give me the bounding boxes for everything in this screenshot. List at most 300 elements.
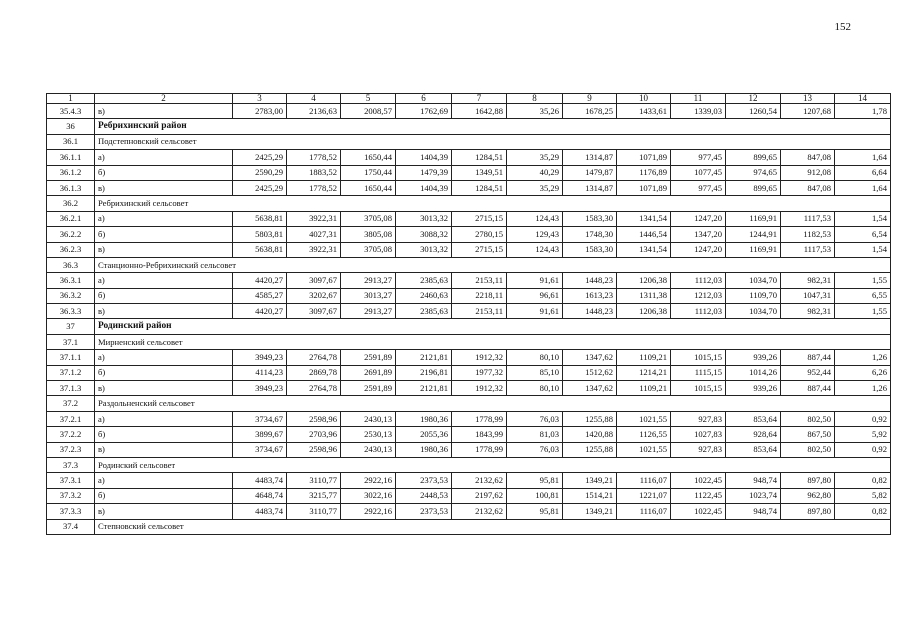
row-variant: в) bbox=[95, 504, 233, 519]
row-value: 1,26 bbox=[835, 381, 891, 396]
row-value: 1244,91 bbox=[726, 227, 781, 242]
row-value: 4420,27 bbox=[233, 273, 287, 288]
row-value: 1762,69 bbox=[396, 104, 452, 119]
row-value: 1314,87 bbox=[563, 180, 617, 195]
table-row bbox=[47, 411, 891, 426]
table-row bbox=[47, 288, 891, 303]
row-value: 2764,78 bbox=[287, 350, 341, 365]
table-row bbox=[47, 350, 891, 365]
row-value: 1014,26 bbox=[726, 365, 781, 380]
row-value: 2780,15 bbox=[452, 227, 507, 242]
row-value: 3734,67 bbox=[233, 442, 287, 457]
row-value: 1126,55 bbox=[617, 427, 671, 442]
row-value: 0,92 bbox=[835, 411, 891, 426]
row-id: 37.3.1 bbox=[47, 473, 95, 488]
row-value: 81,03 bbox=[507, 427, 563, 442]
row-value: 1169,91 bbox=[726, 242, 781, 257]
row-value: 1247,20 bbox=[671, 211, 726, 226]
row-value: 1583,30 bbox=[563, 242, 617, 257]
council-row bbox=[47, 396, 891, 411]
row-value: 95,81 bbox=[507, 473, 563, 488]
row-id: 36.1.3 bbox=[47, 180, 95, 195]
row-id: 36.2.1 bbox=[47, 211, 95, 226]
row-value: 91,61 bbox=[507, 273, 563, 288]
row-value: 1212,03 bbox=[671, 288, 726, 303]
row-variant: б) bbox=[95, 427, 233, 442]
row-value: 1255,88 bbox=[563, 411, 617, 426]
row-value: 5638,81 bbox=[233, 211, 287, 226]
row-value: 2913,27 bbox=[341, 273, 396, 288]
row-variant: в) bbox=[95, 242, 233, 257]
row-value: 2136,63 bbox=[287, 104, 341, 119]
row-value: 1,55 bbox=[835, 273, 891, 288]
table-row bbox=[47, 104, 891, 119]
row-value: 887,44 bbox=[781, 381, 835, 396]
row-value: 1015,15 bbox=[671, 381, 726, 396]
column-number: 7 bbox=[452, 94, 507, 104]
row-value: 1022,45 bbox=[671, 473, 726, 488]
row-value: 2055,36 bbox=[396, 427, 452, 442]
row-value: 974,65 bbox=[726, 165, 781, 180]
row-value: 899,65 bbox=[726, 150, 781, 165]
column-number: 13 bbox=[781, 94, 835, 104]
row-value: 6,64 bbox=[835, 165, 891, 180]
row-id: 36.1 bbox=[47, 134, 95, 149]
row-value: 2703,96 bbox=[287, 427, 341, 442]
row-value: 1260,54 bbox=[726, 104, 781, 119]
row-value: 1255,88 bbox=[563, 442, 617, 457]
row-value: 2121,81 bbox=[396, 381, 452, 396]
row-value: 80,10 bbox=[507, 381, 563, 396]
row-id: 36.2.2 bbox=[47, 227, 95, 242]
row-variant: а) bbox=[95, 411, 233, 426]
row-value: 1314,87 bbox=[563, 150, 617, 165]
row-value: 912,08 bbox=[781, 165, 835, 180]
row-value: 1214,21 bbox=[617, 365, 671, 380]
council-row bbox=[47, 196, 891, 211]
row-value: 1021,55 bbox=[617, 442, 671, 457]
row-id: 37.1.1 bbox=[47, 350, 95, 365]
row-value: 887,44 bbox=[781, 350, 835, 365]
row-value: 1349,21 bbox=[563, 504, 617, 519]
row-id: 36.3.3 bbox=[47, 304, 95, 319]
row-value: 1,64 bbox=[835, 180, 891, 195]
row-id: 37.2.3 bbox=[47, 442, 95, 457]
row-value: 1912,32 bbox=[452, 381, 507, 396]
row-value: 3949,23 bbox=[233, 350, 287, 365]
row-value: 2132,62 bbox=[452, 504, 507, 519]
row-value: 1433,61 bbox=[617, 104, 671, 119]
row-value: 4648,74 bbox=[233, 488, 287, 503]
row-id: 37.2.1 bbox=[47, 411, 95, 426]
row-value: 1980,36 bbox=[396, 411, 452, 426]
row-id: 37.4 bbox=[47, 519, 95, 534]
column-number: 12 bbox=[726, 94, 781, 104]
page-number: 152 bbox=[834, 21, 851, 33]
row-value: 1077,45 bbox=[671, 165, 726, 180]
row-value: 853,64 bbox=[726, 411, 781, 426]
row-variant: в) bbox=[95, 304, 233, 319]
council-row bbox=[47, 519, 891, 534]
row-value: 1112,03 bbox=[671, 273, 726, 288]
row-value: 35,29 bbox=[507, 180, 563, 195]
row-value: 2913,27 bbox=[341, 304, 396, 319]
row-value: 1514,21 bbox=[563, 488, 617, 503]
row-value: 1479,39 bbox=[396, 165, 452, 180]
row-value: 962,80 bbox=[781, 488, 835, 503]
row-value: 2425,29 bbox=[233, 180, 287, 195]
council-title: Степновский сельсовет bbox=[95, 519, 891, 534]
table-row bbox=[47, 273, 891, 288]
row-value: 1,26 bbox=[835, 350, 891, 365]
row-value: 2121,81 bbox=[396, 350, 452, 365]
row-id: 37.1.3 bbox=[47, 381, 95, 396]
row-value: 2764,78 bbox=[287, 381, 341, 396]
row-value: 3013,32 bbox=[396, 211, 452, 226]
table-row bbox=[47, 442, 891, 457]
row-id: 37.2.2 bbox=[47, 427, 95, 442]
row-value: 1349,51 bbox=[452, 165, 507, 180]
column-number: 3 bbox=[233, 94, 287, 104]
table-row bbox=[47, 165, 891, 180]
row-value: 2218,11 bbox=[452, 288, 507, 303]
row-value: 977,45 bbox=[671, 150, 726, 165]
row-value: 1404,39 bbox=[396, 150, 452, 165]
table-row bbox=[47, 227, 891, 242]
row-value: 1221,07 bbox=[617, 488, 671, 503]
row-value: 1206,38 bbox=[617, 273, 671, 288]
council-title: Родинский сельсовет bbox=[95, 457, 891, 472]
row-value: 939,26 bbox=[726, 350, 781, 365]
row-value: 802,50 bbox=[781, 411, 835, 426]
table-row bbox=[47, 242, 891, 257]
row-value: 1207,68 bbox=[781, 104, 835, 119]
council-title: Станционно-Ребрихинский сельсовет bbox=[95, 257, 891, 272]
row-value: 1021,55 bbox=[617, 411, 671, 426]
row-id: 36.2.3 bbox=[47, 242, 95, 257]
column-number: 9 bbox=[563, 94, 617, 104]
row-value: 853,64 bbox=[726, 442, 781, 457]
row-value: 1339,03 bbox=[671, 104, 726, 119]
row-value: 982,31 bbox=[781, 304, 835, 319]
row-value: 1347,62 bbox=[563, 350, 617, 365]
table-row bbox=[47, 180, 891, 195]
row-id: 37.3 bbox=[47, 457, 95, 472]
row-value: 3013,32 bbox=[396, 242, 452, 257]
row-value: 2132,62 bbox=[452, 473, 507, 488]
row-value: 4114,23 bbox=[233, 365, 287, 380]
row-value: 1071,89 bbox=[617, 180, 671, 195]
column-number: 2 bbox=[95, 94, 233, 104]
row-variant: в) bbox=[95, 381, 233, 396]
district-title: Родинский район bbox=[95, 319, 891, 334]
row-value: 2869,78 bbox=[287, 365, 341, 380]
row-value: 0,82 bbox=[835, 473, 891, 488]
row-variant: а) bbox=[95, 211, 233, 226]
table-row bbox=[47, 365, 891, 380]
council-row bbox=[47, 457, 891, 472]
council-row bbox=[47, 134, 891, 149]
row-value: 2922,16 bbox=[341, 473, 396, 488]
row-value: 1284,51 bbox=[452, 150, 507, 165]
row-variant: в) bbox=[95, 104, 233, 119]
row-value: 2008,57 bbox=[341, 104, 396, 119]
column-number: 8 bbox=[507, 94, 563, 104]
row-value: 1015,15 bbox=[671, 350, 726, 365]
row-value: 129,43 bbox=[507, 227, 563, 242]
row-id: 37.2 bbox=[47, 396, 95, 411]
row-value: 948,74 bbox=[726, 473, 781, 488]
row-variant: в) bbox=[95, 442, 233, 457]
row-value: 948,74 bbox=[726, 504, 781, 519]
column-number: 6 bbox=[396, 94, 452, 104]
row-value: 3097,67 bbox=[287, 304, 341, 319]
row-value: 1778,52 bbox=[287, 150, 341, 165]
row-variant: б) bbox=[95, 165, 233, 180]
row-variant: а) bbox=[95, 150, 233, 165]
row-value: 1843,99 bbox=[452, 427, 507, 442]
table-row bbox=[47, 211, 891, 226]
row-value: 5,82 bbox=[835, 488, 891, 503]
row-variant: б) bbox=[95, 227, 233, 242]
row-value: 1034,70 bbox=[726, 273, 781, 288]
row-variant: а) bbox=[95, 473, 233, 488]
row-value: 1176,89 bbox=[617, 165, 671, 180]
row-value: 952,44 bbox=[781, 365, 835, 380]
row-value: 1,55 bbox=[835, 304, 891, 319]
row-id: 37 bbox=[47, 319, 95, 334]
row-value: 982,31 bbox=[781, 273, 835, 288]
row-value: 1109,21 bbox=[617, 381, 671, 396]
row-id: 37.3.2 bbox=[47, 488, 95, 503]
row-value: 1117,53 bbox=[781, 211, 835, 226]
row-value: 1022,45 bbox=[671, 504, 726, 519]
row-value: 1448,23 bbox=[563, 304, 617, 319]
row-variant: в) bbox=[95, 180, 233, 195]
row-value: 1912,32 bbox=[452, 350, 507, 365]
row-value: 0,82 bbox=[835, 504, 891, 519]
row-value: 2153,11 bbox=[452, 304, 507, 319]
row-id: 37.1 bbox=[47, 334, 95, 349]
row-value: 2783,00 bbox=[233, 104, 287, 119]
row-value: 1116,07 bbox=[617, 473, 671, 488]
row-value: 2530,13 bbox=[341, 427, 396, 442]
row-value: 1446,54 bbox=[617, 227, 671, 242]
row-value: 1750,44 bbox=[341, 165, 396, 180]
row-value: 1678,25 bbox=[563, 104, 617, 119]
row-value: 939,26 bbox=[726, 381, 781, 396]
district-row bbox=[47, 119, 891, 134]
row-value: 1,54 bbox=[835, 242, 891, 257]
row-id: 36.1.1 bbox=[47, 150, 95, 165]
row-value: 1284,51 bbox=[452, 180, 507, 195]
row-value: 867,50 bbox=[781, 427, 835, 442]
row-value: 2373,53 bbox=[396, 504, 452, 519]
row-id: 35.4.3 bbox=[47, 104, 95, 119]
column-number: 10 bbox=[617, 94, 671, 104]
row-value: 1778,99 bbox=[452, 442, 507, 457]
council-title: Раздольненский сельсовет bbox=[95, 396, 891, 411]
row-value: 80,10 bbox=[507, 350, 563, 365]
tariff-table bbox=[46, 93, 891, 535]
row-value: 1027,83 bbox=[671, 427, 726, 442]
row-value: 2598,96 bbox=[287, 442, 341, 457]
row-value: 1512,62 bbox=[563, 365, 617, 380]
row-value: 1023,74 bbox=[726, 488, 781, 503]
row-value: 4483,74 bbox=[233, 504, 287, 519]
row-value: 2425,29 bbox=[233, 150, 287, 165]
row-id: 37.3.3 bbox=[47, 504, 95, 519]
column-number-row bbox=[47, 94, 891, 104]
column-number: 14 bbox=[835, 94, 891, 104]
row-value: 3922,31 bbox=[287, 242, 341, 257]
row-value: 2448,53 bbox=[396, 488, 452, 503]
district-row bbox=[47, 319, 891, 334]
row-variant: а) bbox=[95, 273, 233, 288]
row-value: 0,92 bbox=[835, 442, 891, 457]
council-title: Подстепновский сельсовет bbox=[95, 134, 891, 149]
row-value: 3110,77 bbox=[287, 504, 341, 519]
row-value: 1,54 bbox=[835, 211, 891, 226]
row-value: 1448,23 bbox=[563, 273, 617, 288]
column-number: 4 bbox=[287, 94, 341, 104]
row-variant: б) bbox=[95, 288, 233, 303]
row-value: 1,78 bbox=[835, 104, 891, 119]
row-value: 1169,91 bbox=[726, 211, 781, 226]
row-value: 1613,23 bbox=[563, 288, 617, 303]
council-row bbox=[47, 334, 891, 349]
row-value: 1,64 bbox=[835, 150, 891, 165]
row-value: 1117,53 bbox=[781, 242, 835, 257]
row-value: 897,80 bbox=[781, 473, 835, 488]
row-value: 40,29 bbox=[507, 165, 563, 180]
row-id: 36.3 bbox=[47, 257, 95, 272]
row-value: 847,08 bbox=[781, 180, 835, 195]
row-value: 2590,29 bbox=[233, 165, 287, 180]
row-value: 3805,08 bbox=[341, 227, 396, 242]
row-value: 3110,77 bbox=[287, 473, 341, 488]
row-value: 6,54 bbox=[835, 227, 891, 242]
column-number: 11 bbox=[671, 94, 726, 104]
table-row bbox=[47, 427, 891, 442]
row-value: 1122,45 bbox=[671, 488, 726, 503]
row-value: 5803,81 bbox=[233, 227, 287, 242]
row-value: 1341,54 bbox=[617, 242, 671, 257]
row-id: 36 bbox=[47, 119, 95, 134]
row-value: 3013,27 bbox=[341, 288, 396, 303]
row-value: 95,81 bbox=[507, 504, 563, 519]
row-value: 4585,27 bbox=[233, 288, 287, 303]
row-value: 76,03 bbox=[507, 411, 563, 426]
row-value: 3705,08 bbox=[341, 211, 396, 226]
row-value: 96,61 bbox=[507, 288, 563, 303]
row-value: 1650,44 bbox=[341, 150, 396, 165]
row-value: 2691,89 bbox=[341, 365, 396, 380]
table-row bbox=[47, 381, 891, 396]
row-value: 3088,32 bbox=[396, 227, 452, 242]
row-value: 85,10 bbox=[507, 365, 563, 380]
row-value: 6,26 bbox=[835, 365, 891, 380]
row-value: 76,03 bbox=[507, 442, 563, 457]
row-value: 2430,13 bbox=[341, 411, 396, 426]
row-value: 2922,16 bbox=[341, 504, 396, 519]
row-value: 2385,63 bbox=[396, 304, 452, 319]
row-variant: а) bbox=[95, 350, 233, 365]
row-value: 3899,67 bbox=[233, 427, 287, 442]
row-value: 1347,20 bbox=[671, 227, 726, 242]
row-value: 4027,31 bbox=[287, 227, 341, 242]
council-row bbox=[47, 257, 891, 272]
row-value: 1034,70 bbox=[726, 304, 781, 319]
row-value: 2196,81 bbox=[396, 365, 452, 380]
row-id: 36.1.2 bbox=[47, 165, 95, 180]
table-row bbox=[47, 488, 891, 503]
row-id: 36.3.1 bbox=[47, 273, 95, 288]
row-value: 35,26 bbox=[507, 104, 563, 119]
row-value: 100,81 bbox=[507, 488, 563, 503]
row-value: 4420,27 bbox=[233, 304, 287, 319]
row-value: 1347,62 bbox=[563, 381, 617, 396]
row-variant: б) bbox=[95, 365, 233, 380]
row-value: 3922,31 bbox=[287, 211, 341, 226]
row-value: 2430,13 bbox=[341, 442, 396, 457]
row-value: 1109,21 bbox=[617, 350, 671, 365]
row-value: 1341,54 bbox=[617, 211, 671, 226]
row-value: 3734,67 bbox=[233, 411, 287, 426]
row-value: 3949,23 bbox=[233, 381, 287, 396]
row-value: 899,65 bbox=[726, 180, 781, 195]
row-value: 1112,03 bbox=[671, 304, 726, 319]
row-value: 2153,11 bbox=[452, 273, 507, 288]
row-value: 2715,15 bbox=[452, 242, 507, 257]
row-value: 3202,67 bbox=[287, 288, 341, 303]
column-number: 5 bbox=[341, 94, 396, 104]
row-value: 2598,96 bbox=[287, 411, 341, 426]
row-value: 928,64 bbox=[726, 427, 781, 442]
row-value: 1404,39 bbox=[396, 180, 452, 195]
row-value: 1778,52 bbox=[287, 180, 341, 195]
row-value: 1420,88 bbox=[563, 427, 617, 442]
row-value: 1977,32 bbox=[452, 365, 507, 380]
row-value: 1206,38 bbox=[617, 304, 671, 319]
row-value: 1748,30 bbox=[563, 227, 617, 242]
row-value: 35,29 bbox=[507, 150, 563, 165]
row-value: 1109,70 bbox=[726, 288, 781, 303]
table-row bbox=[47, 150, 891, 165]
row-value: 124,43 bbox=[507, 242, 563, 257]
row-value: 2197,62 bbox=[452, 488, 507, 503]
row-value: 927,83 bbox=[671, 411, 726, 426]
table-row bbox=[47, 473, 891, 488]
row-value: 1479,87 bbox=[563, 165, 617, 180]
row-id: 37.1.2 bbox=[47, 365, 95, 380]
row-value: 3215,77 bbox=[287, 488, 341, 503]
row-value: 3705,08 bbox=[341, 242, 396, 257]
row-value: 6,55 bbox=[835, 288, 891, 303]
row-value: 1115,15 bbox=[671, 365, 726, 380]
row-value: 977,45 bbox=[671, 180, 726, 195]
row-value: 847,08 bbox=[781, 150, 835, 165]
table-row bbox=[47, 504, 891, 519]
row-variant: б) bbox=[95, 488, 233, 503]
row-value: 4483,74 bbox=[233, 473, 287, 488]
district-title: Ребрихинский район bbox=[95, 119, 891, 134]
row-value: 124,43 bbox=[507, 211, 563, 226]
row-value: 1349,21 bbox=[563, 473, 617, 488]
row-value: 1883,52 bbox=[287, 165, 341, 180]
row-value: 5638,81 bbox=[233, 242, 287, 257]
row-value: 1311,38 bbox=[617, 288, 671, 303]
